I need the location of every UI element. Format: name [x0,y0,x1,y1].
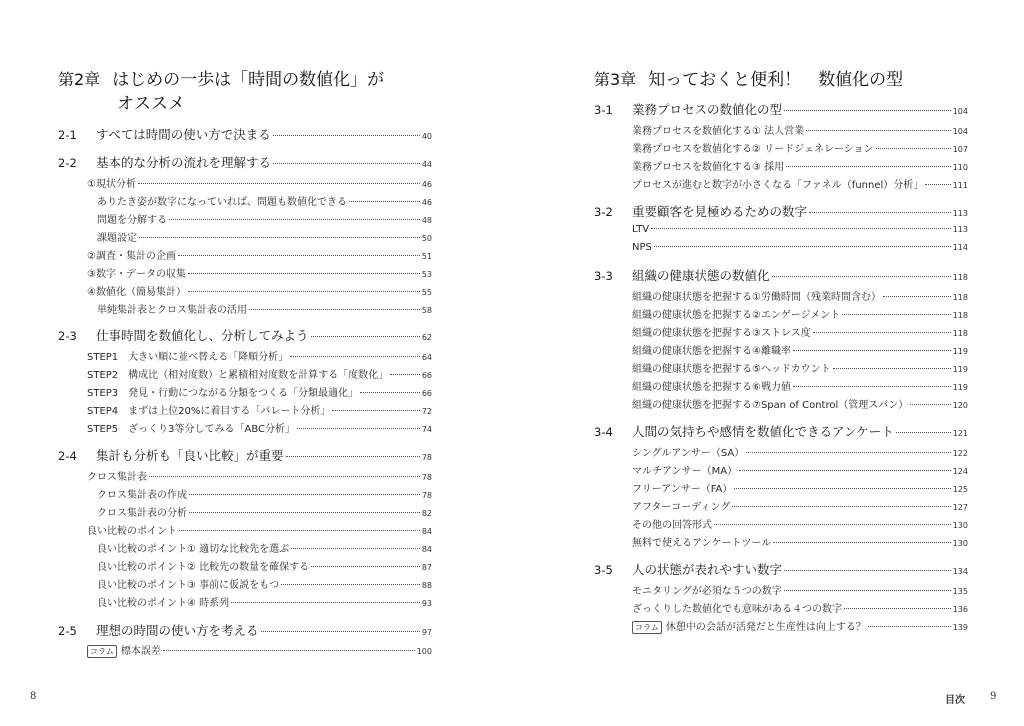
dot-leader [169,219,420,220]
page-number: 113 [952,209,968,218]
page-number: 122 [952,449,968,458]
toc-entry [632,480,968,498]
toc-entry [632,176,968,194]
dot-leader [188,273,420,274]
toc-entry [632,324,968,342]
toc-entry [632,140,968,158]
dot-leader [868,626,951,627]
page-number: 119 [952,383,968,392]
toc-section-entry [58,153,432,171]
toc-entry [97,558,432,576]
dot-leader [813,332,951,333]
page-number: 119 [952,365,968,374]
page-number: 118 [952,329,968,338]
toc-entry [632,288,968,306]
entry-title: 良い比較のポイント① 適切な比較先を選ぶ [97,544,290,555]
entry-title: モニタリングが必須な５つの数字 [632,586,782,597]
dot-leader [654,246,951,247]
section-number: 2-2 [58,156,77,170]
entry-title: クロス集計表 [87,472,147,483]
chapter-number: 第2章 [58,70,101,89]
dot-leader [189,494,420,495]
page-number: 135 [952,587,968,596]
dot-leader [291,548,420,549]
toc-entry [97,301,432,319]
page-number: 82 [421,509,432,518]
dot-leader [273,135,420,136]
page-number: 84 [421,545,432,554]
running-head: 目次 [945,695,965,706]
entry-title: 良い比較のポイント② 比較先の数量を確保する [97,562,310,573]
entry-title: STEP1 大きい順に並べ替える「降順分析」 [87,352,289,363]
toc-entry [632,600,968,618]
dot-leader [360,392,420,393]
entry-title: ありたき姿が数字になっていれば、問題も数値化できる [97,197,347,208]
dot-leader [876,148,951,149]
toc-entry [632,242,968,260]
entry-title: 組織の健康状態を把握する④離職率 [632,346,791,357]
entry-title: シングルアンサー（SA） [632,448,745,459]
page-number: 53 [421,270,432,279]
page-number: 124 [952,467,968,476]
dot-leader [188,291,420,292]
entry-title: 重要顧客を見極めるための数字 [632,204,808,219]
dot-leader [844,608,951,609]
dot-leader [793,350,951,351]
toc-entry [632,618,968,636]
entry-title: 良い比較のポイント [87,526,177,537]
section-number: 2-5 [58,624,77,638]
toc-section-entry [58,125,432,143]
toc-entry [97,229,432,247]
toc-entry [632,122,968,140]
page-number: 100 [416,647,432,656]
entry-title: 人間の気持ちや感情を数値化できるアンケート [632,424,894,439]
entry-title: ③数字・データの収集 [87,269,186,280]
entry-title: 問題を分解する [97,215,167,226]
section-number: 3-5 [594,563,613,577]
entry-title: 良い比較のポイント④ 時系列 [97,598,230,609]
entry-title: その他の回答形式 [632,520,712,531]
page-number: 134 [952,567,968,576]
toc-entry [87,348,432,366]
entry-title: 組織の健康状態の数値化 [632,268,770,283]
toc-section-entry [58,621,432,639]
dot-leader [784,570,951,571]
dot-leader [734,488,950,489]
entry-title: NPS [632,242,652,253]
toc-entry [87,468,432,486]
section-number: 3-3 [594,269,613,283]
entry-title: ①現状分析 [87,179,136,190]
dot-leader [261,631,420,632]
toc-entry [632,360,968,378]
toc-entry [632,582,968,600]
dot-leader [273,163,420,164]
toc-entry [87,175,432,193]
chapter-2-heading [58,68,384,116]
entry-title: 組織の健康状態を把握する⑦Span of Control（管理スパン） [632,400,909,411]
toc-entry [632,534,968,552]
entry-title: 業務プロセスを数値化する③ 採用 [632,162,785,173]
page-number: 78 [421,491,432,500]
entry-title: 無料で使えるアンケートツール [632,538,772,549]
toc-section-entry [58,326,432,344]
chapter-3-heading [594,68,903,92]
toc-section-entry [58,446,432,464]
page-number: 66 [421,371,432,380]
entry-title: 課題設定 [97,233,137,244]
page-number: 62 [421,333,432,342]
section-number: 2-1 [58,128,77,142]
toc-entry [87,247,432,265]
toc-entry [632,224,968,242]
page-number-left: 8 [30,691,37,702]
toc-entry [97,193,432,211]
page-number: 125 [952,485,968,494]
dot-leader [139,237,420,238]
entry-title: 組織の健康状態を把握する①労働時間（残業時間含む） [632,292,881,303]
toc-section-entry [594,422,968,440]
entry-title: ④数値化（簡易集計） [87,287,186,298]
entry-title: STEP4 まずは上位20%に着目する「パレート分析」 [87,406,331,417]
toc-entry [97,540,432,558]
dot-leader [311,566,420,567]
page-number: 104 [952,127,968,136]
toc-entry [97,504,432,522]
dot-leader [179,530,420,531]
page-number: 130 [952,521,968,530]
dot-leader [281,584,420,585]
dot-leader [739,470,951,471]
toc-entry [97,576,432,594]
page-number: 104 [952,107,968,116]
toc-entry [632,342,968,360]
toc-entry [87,402,432,420]
toc-entry [87,420,432,438]
entry-title: クロス集計表の作成 [97,490,187,501]
chapter-title: はじめの一歩は「時間の数値化」が [112,70,385,90]
entry-title: ざっくりした数値化でも意味がある４つの数字 [632,604,842,615]
dot-leader [149,476,420,477]
page-number: 93 [421,599,432,608]
page-number: 64 [421,353,432,362]
section-number: 3-2 [594,205,613,219]
toc-entry [97,486,432,504]
toc-section-entry [594,100,968,118]
page-number: 46 [421,198,432,207]
entry-title: クロス集計表の分析 [97,508,187,519]
page-number: 84 [421,527,432,536]
toc-entry [87,283,432,301]
dot-leader [773,542,951,543]
page-number: 46 [421,180,432,189]
dot-leader [297,428,420,429]
page-number: 130 [952,539,968,548]
chapter-number: 第3章 [594,70,637,89]
toc-entry [632,516,968,534]
entry-title: すべては時間の使い方で決まる [96,127,271,142]
entry-title: 理想の時間の使い方を考える [96,623,259,638]
chapter-title-continued: オススメ [117,94,185,114]
toc-entry [87,384,432,402]
section-number: 2-3 [58,329,77,343]
dot-leader [178,255,420,256]
page-number-right: 9 [990,691,997,702]
page-number: 78 [421,453,432,462]
toc-entry [632,158,968,176]
dot-leader [714,524,951,525]
dot-leader [793,386,951,387]
page-number: 50 [421,234,432,243]
page-number: 97 [421,628,432,637]
entry-title: 業務プロセスを数値化する② リードジェネレーション [632,144,874,155]
dot-leader [910,404,950,405]
entry-title: STEP5 ざっくり3等分してみる「ABC分析」 [87,424,296,435]
entry-title: アフターコーディング [632,502,731,513]
entry-title: 組織の健康状態を把握する③ストレス度 [632,328,811,339]
entry-title: 業務プロセスの数値化の型 [632,102,783,117]
page-number: 120 [952,401,968,410]
toc-entry [97,594,432,612]
page-number: 136 [952,605,968,614]
page-number: 110 [952,163,968,172]
toc-entry [97,211,432,229]
entry-title: STEP2 構成比（相対度数）と累積相対度数を計算する「度数化」 [87,370,389,381]
toc-entry [632,498,968,516]
entry-title: マルチアンサー（MA） [632,466,738,477]
page-number: 118 [952,273,968,282]
entry-title: 仕事時間を数値化し、分析してみよう [96,328,309,343]
right-page [512,0,1024,726]
toc-entry [87,522,432,540]
dot-leader [311,336,420,337]
dot-leader [349,201,420,202]
entry-title: STEP3 発見・行動につながる分類をつくる「分類最適化」 [87,388,358,399]
dot-leader [925,184,950,185]
dot-leader [833,368,951,369]
page-number: 55 [421,288,432,297]
page-number: 118 [952,311,968,320]
entry-title: 組織の健康状態を把握する⑥戦力値 [632,382,791,393]
entry-title: 組織の健康状態を把握する⑤ヘッドカウント [632,364,831,375]
entry-title: 標本誤差 [120,646,161,657]
entry-title: LTV [632,224,650,235]
page-number: 66 [421,389,432,398]
page-number: 127 [952,503,968,512]
dot-leader [786,166,951,167]
page-number: 74 [421,425,432,434]
entry-title: 業務プロセスを数値化する① 法人営業 [632,126,805,137]
dot-leader [784,590,951,591]
page-number: 40 [421,132,432,141]
entry-title: ②調査・集計の企画 [87,251,176,262]
entry-title: 休憩中の会話が活発だと生産性は向上する？ [665,622,866,633]
section-number: 2-4 [58,449,77,463]
column-badge: コラム [87,645,117,658]
entry-title: 単純集計表とクロス集計表の活用 [97,305,247,316]
toc-entry [632,396,968,414]
entry-title: 基本的な分析の流れを理解する [96,155,272,170]
page-number: 87 [421,563,432,572]
section-number: 3-4 [594,425,613,439]
dot-leader [138,183,420,184]
entry-title: 良い比較のポイント③ 事前に仮説をもつ [97,580,280,591]
page-number: 111 [952,181,968,190]
toc-entry [87,366,432,384]
toc-entry [632,444,968,462]
page-number: 139 [952,623,968,632]
column-badge: コラム [632,621,662,634]
dot-leader [286,456,420,457]
toc-entry [632,306,968,324]
toc-entry [632,378,968,396]
entry-title: プロセスが進むと数字が小さくなる「ファネル（funnel）分析」 [632,180,924,191]
dot-leader [651,228,951,229]
page-number: 114 [952,243,968,252]
page-number: 78 [421,473,432,482]
dot-leader [732,506,950,507]
page-number: 119 [952,347,968,356]
dot-leader [896,432,951,433]
dot-leader [231,602,420,603]
entry-title: フリーアンサー（FA） [632,484,733,495]
dot-leader [332,410,419,411]
dot-leader [809,212,951,213]
toc-section-entry [594,560,968,578]
dot-leader [390,374,420,375]
dot-leader [772,276,951,277]
entry-title: 人の状態が表れやすい数字 [632,562,783,577]
dot-leader [163,650,415,651]
toc-entry [87,642,432,660]
toc-entry [87,265,432,283]
dot-leader [883,296,951,297]
dot-leader [189,512,420,513]
page-number: 113 [952,225,968,234]
toc-section-entry [594,202,968,220]
dot-leader [806,130,951,131]
page-number: 121 [952,429,968,438]
entry-title: 組織の健康状態を把握する②エンゲージメント [632,310,841,321]
page-number: 58 [421,306,432,315]
dot-leader [784,110,951,111]
page-number: 48 [421,216,432,225]
section-number: 3-1 [594,103,613,117]
dot-leader [290,356,420,357]
page-number: 44 [421,160,432,169]
toc-entry [632,462,968,480]
dot-leader [842,314,950,315]
page-number: 51 [421,252,432,261]
page-number: 88 [421,581,432,590]
page-number: 72 [421,407,432,416]
chapter-title: 知っておくと便利！ 数値化の型 [648,70,904,90]
dot-leader [249,309,420,310]
page-number: 118 [952,293,968,302]
dot-leader [746,452,950,453]
toc-section-entry [594,266,968,284]
entry-title: 集計も分析も「良い比較」が重要 [96,448,284,463]
page-number: 107 [952,145,968,154]
